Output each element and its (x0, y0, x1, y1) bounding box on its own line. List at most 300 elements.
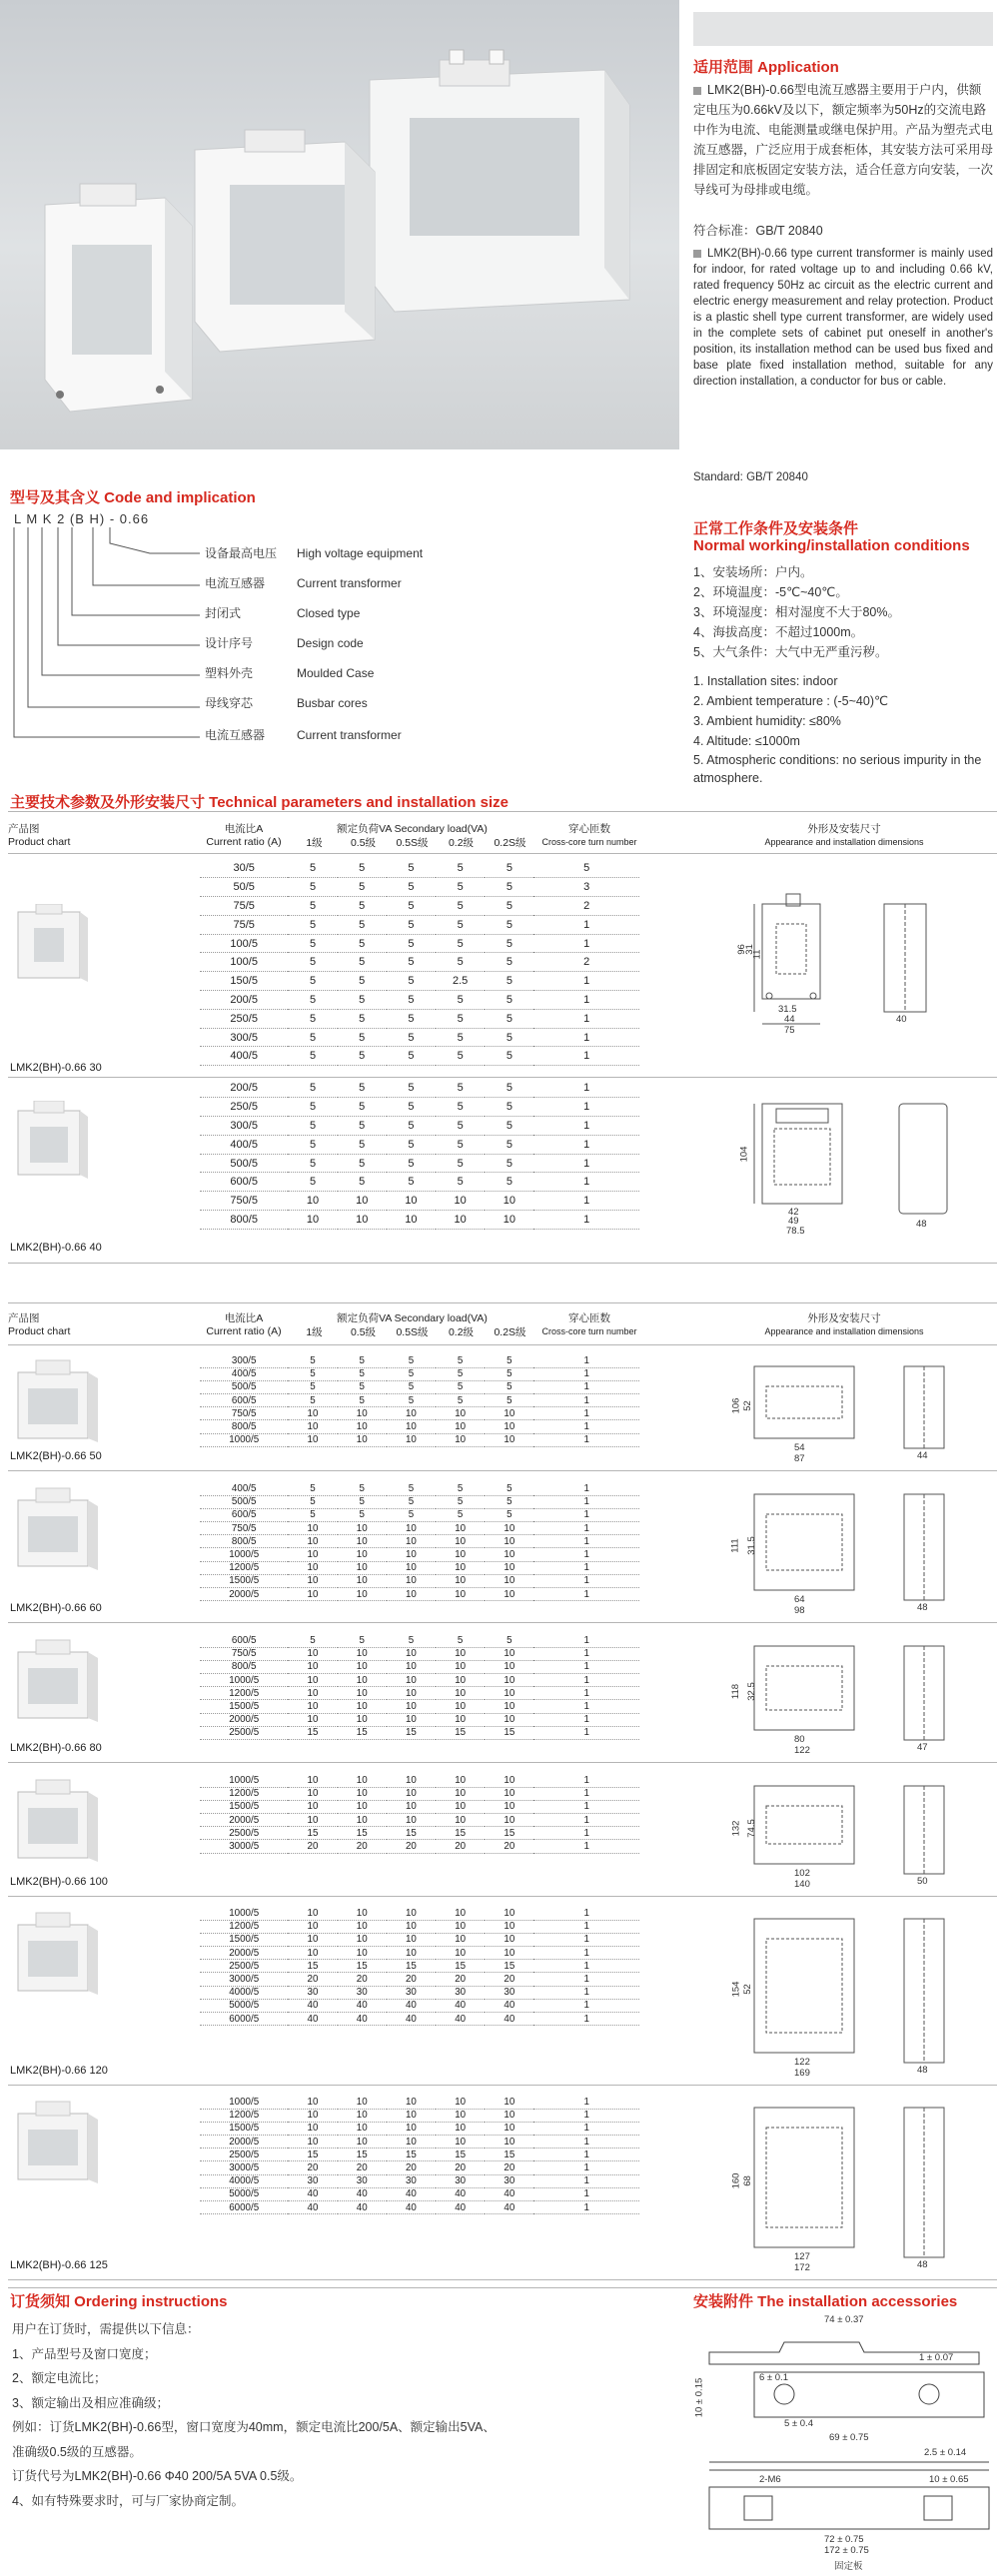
table-row (200, 1047, 639, 1066)
table-cell: 10 (436, 1420, 485, 1433)
table-cell: 1 (533, 1647, 639, 1660)
table-cell: 30 (288, 2174, 337, 2187)
table-cell: 10 (338, 1907, 387, 1920)
table-row (200, 1495, 639, 1508)
table-row (200, 1367, 639, 1380)
table-cell: 10 (288, 1947, 337, 1960)
table-cell: 10 (436, 2136, 485, 2148)
header-turns: 穿心匝数 Cross-core turn number (541, 823, 637, 847)
table-cell: 5 (485, 1394, 533, 1407)
table-cell: 5 (485, 972, 533, 991)
table-cell: 1 (533, 1907, 639, 1920)
table-cell: 10 (387, 1407, 436, 1420)
table-cell: 10 (436, 1433, 485, 1446)
model-name: LMK2(BH)-0.66 125 (10, 2259, 108, 2271)
table-cell: 5 (485, 1117, 533, 1136)
accessories-drawing: 74 ± 0.37 1 ± 0.07 10 ± 0.15 6 ± 0.1 5 ± 0.4 69 ± 0.75 2.5 ± 0.14 2-M6 10 ± 0.65 72 ± 0.75 172 ± 0.75 固定板 (689, 2312, 999, 2572)
table-cell: 10 (485, 1700, 533, 1713)
spec-table (200, 1634, 639, 1740)
application-en: LMK2(BH)-0.66 type current transformer is mainly used for indoor, for rated voltage up to and including 0.66 kV, rated frequency 50Hz ac circuit as the electric current and electric energy measurement and relay protection. Product is a plastic shell type current transformer, are widely used in the complete sets of cabinet put oneself in another's position, its installation method can be used bus fixed and base plate fixed installation method, suitable for any direction installation, a conductor for bus or cable. (693, 248, 993, 388)
table-row (200, 1827, 639, 1840)
table-cell: 1 (533, 1079, 639, 1098)
header-classes: 1级 0.5级 0.5S级 0.2级 0.2S级 (306, 1326, 526, 1338)
table-cell: 1 (533, 1561, 639, 1574)
product-image (12, 1778, 104, 1876)
table-cell: 20 (288, 2161, 337, 2174)
table-cell: 10 (288, 1574, 337, 1587)
dimension-drawing: 111 31.5 64 98 48 (714, 1482, 984, 1618)
table-cell: 15 (436, 1960, 485, 1973)
table-cell: 1 (533, 1135, 639, 1154)
list-item: 3. Ambient humidity: ≤80% (693, 714, 841, 728)
table-cell: 400/5 (200, 1482, 288, 1495)
table-cell: 500/5 (200, 1380, 288, 1393)
table-cell: 400/5 (200, 1047, 288, 1066)
table-cell: 5 (387, 1135, 436, 1154)
table-cell: 10 (485, 1774, 533, 1787)
table-cell: 10 (288, 1522, 337, 1535)
table-cell: 3 (533, 878, 639, 897)
table-cell: 40 (387, 2201, 436, 2214)
table-cell: 10 (436, 2109, 485, 2122)
table-cell: 5 (387, 1508, 436, 1521)
table-cell: 30 (387, 1986, 436, 1999)
table-row (200, 1588, 639, 1601)
table-cell: 10 (485, 1814, 533, 1827)
table-cell: 1500/5 (200, 2122, 288, 2135)
table-cell: 5 (485, 953, 533, 972)
ordering-line: 4、如有特殊要求时，可与厂家协商定制。 (12, 2493, 244, 2508)
table-cell: 10 (485, 1800, 533, 1813)
table-cell: 10 (387, 1674, 436, 1687)
table-cell: 5 (436, 1394, 485, 1407)
table-cell: 10 (485, 1647, 533, 1660)
table-cell: 10 (338, 1192, 387, 1211)
table-cell: 30 (387, 2174, 436, 2187)
table-cell: 1 (533, 1354, 639, 1367)
table-cell: 10 (436, 1647, 485, 1660)
table-cell: 1000/5 (200, 1774, 288, 1787)
table-cell: 2000/5 (200, 1588, 288, 1601)
table-row (200, 1482, 639, 1495)
table-cell: 1 (533, 1840, 639, 1853)
accessories-title: 安装附件 The installation accessories (693, 2293, 958, 2310)
table-cell: 5 (485, 1098, 533, 1117)
divider (8, 1622, 997, 1623)
table-cell: 600/5 (200, 1173, 288, 1192)
code-title: 型号及其含义 Code and implication (10, 489, 256, 506)
table-cell: 1 (533, 1433, 639, 1446)
table-cell: 10 (485, 1713, 533, 1726)
table-cell: 10 (338, 1548, 387, 1561)
table-cell: 15 (387, 1726, 436, 1739)
table-cell: 10 (485, 2096, 533, 2109)
table-cell: 5 (338, 1367, 387, 1380)
table-row (200, 1354, 639, 1367)
table-cell: 30 (436, 1986, 485, 1999)
table-cell: 1000/5 (200, 2096, 288, 2109)
table-cell: 1200/5 (200, 1787, 288, 1800)
table-cell: 40 (338, 2013, 387, 2026)
table-row (200, 1009, 639, 1028)
table-cell: 30 (338, 2174, 387, 2187)
table-cell: 1 (533, 1367, 639, 1380)
table-row (200, 1800, 639, 1813)
table-cell: 10 (338, 2109, 387, 2122)
table-cell: 15 (288, 1960, 337, 1973)
table-cell: 5 (288, 1117, 337, 1136)
list-item: 5. Atmospheric conditions: no serious impurity in the atmosphere. (693, 753, 982, 785)
table-cell: 15 (436, 1827, 485, 1840)
table-cell: 1 (533, 1117, 639, 1136)
table-cell: 5 (436, 1135, 485, 1154)
table-cell: 10 (485, 1192, 533, 1211)
table-cell: 5 (387, 1047, 436, 1066)
table-cell: 5 (387, 878, 436, 897)
table-row (200, 1154, 639, 1173)
table-cell: 20 (485, 1840, 533, 1853)
table-cell: 200/5 (200, 1079, 288, 1098)
table-cell: 5 (338, 1079, 387, 1098)
table-cell: 2000/5 (200, 1713, 288, 1726)
table-cell: 5 (485, 934, 533, 953)
code-tree-lines (0, 523, 200, 763)
table-cell: 5 (436, 934, 485, 953)
list-item: 4. Altitude: ≤1000m (693, 734, 800, 748)
table-cell: 5 (485, 1508, 533, 1521)
application-cn-standard: 符合标准：GB/T 20840 (693, 224, 823, 238)
table-cell: 1 (533, 1933, 639, 1946)
table-cell: 2000/5 (200, 2136, 288, 2148)
table-cell: 3000/5 (200, 1840, 288, 1853)
table-cell: 5 (288, 1495, 337, 1508)
table-row (200, 1407, 639, 1420)
table-cell: 100/5 (200, 953, 288, 972)
table-cell: 5 (436, 1173, 485, 1192)
table-cell: 2 (533, 953, 639, 972)
table-cell: 10 (485, 1933, 533, 1946)
table-cell: 10 (436, 1548, 485, 1561)
table-cell: 5 (387, 915, 436, 934)
table-cell: 400/5 (200, 1135, 288, 1154)
divider (8, 2085, 997, 2086)
table-row (200, 1098, 639, 1117)
table-cell: 1 (533, 934, 639, 953)
table-row (200, 1634, 639, 1647)
table-cell: 2500/5 (200, 1960, 288, 1973)
table-cell: 10 (436, 1535, 485, 1548)
table-cell: 5 (288, 1634, 337, 1647)
table-cell: 1500/5 (200, 1574, 288, 1587)
table-cell: 1200/5 (200, 1561, 288, 1574)
table-cell: 10 (387, 1192, 436, 1211)
table-cell: 250/5 (200, 1098, 288, 1117)
bullet-icon (693, 250, 701, 258)
table-row (200, 1960, 639, 1973)
table-row (200, 1535, 639, 1548)
model-name: LMK2(BH)-0.66 100 (10, 1876, 108, 1888)
table-cell: 5 (288, 1394, 337, 1407)
ordering-line: 例如：订货LMK2(BH)-0.66型，窗口宽度为40mm，额定电流比200/5A、额定输出5VA、 (12, 2420, 496, 2434)
table-cell: 5 (338, 972, 387, 991)
header-ratio: 电流比A Current ratio (A) (206, 1312, 282, 1337)
table-cell: 75/5 (200, 897, 288, 916)
table-cell: 10 (387, 1787, 436, 1800)
table-cell: 10 (387, 2096, 436, 2109)
table-cell: 5 (485, 1495, 533, 1508)
table-cell: 10 (338, 2136, 387, 2148)
table-cell: 5 (485, 1079, 533, 1098)
table-cell: 1 (533, 1407, 639, 1420)
table-cell: 5 (485, 1380, 533, 1393)
table-cell: 2500/5 (200, 2148, 288, 2161)
table-cell: 10 (387, 2136, 436, 2148)
table-row (200, 1420, 639, 1433)
table-cell: 20 (338, 2161, 387, 2174)
table-cell: 5 (436, 878, 485, 897)
table-cell: 15 (387, 1960, 436, 1973)
table-cell: 1 (533, 1674, 639, 1687)
table-cell: 5 (288, 972, 337, 991)
product-image-40 (12, 1101, 92, 1181)
table-cell: 200/5 (200, 991, 288, 1010)
table-cell: 1 (533, 1999, 639, 2012)
table-cell: 40 (387, 1999, 436, 2012)
table-cell: 1 (533, 2109, 639, 2122)
table-cell: 5 (387, 991, 436, 1010)
table-row (200, 953, 639, 972)
table-cell: 10 (387, 1561, 436, 1574)
table-cell: 10 (485, 1687, 533, 1700)
divider (8, 811, 997, 812)
table-row (200, 991, 639, 1010)
table-cell: 5 (387, 1367, 436, 1380)
table-cell: 40 (288, 1999, 337, 2012)
ordering-line: 准确级0.5级的互感器。 (12, 2444, 142, 2459)
table-cell: 5 (338, 1482, 387, 1495)
table-cell: 10 (288, 2136, 337, 2148)
table-cell: 40 (436, 2013, 485, 2026)
table-row (200, 2148, 639, 2161)
table-cell: 10 (288, 1647, 337, 1660)
table-cell: 300/5 (200, 1354, 288, 1367)
table-cell: 50/5 (200, 878, 288, 897)
table-cell: 10 (387, 1947, 436, 1960)
table-cell: 20 (436, 1973, 485, 1986)
table-cell: 10 (436, 1522, 485, 1535)
table-cell: 10 (288, 2122, 337, 2135)
code-item: 设备最高电压 High voltage equipment (205, 546, 424, 560)
table-cell: 10 (338, 1814, 387, 1827)
table-cell: 20 (338, 1840, 387, 1853)
table-cell: 1 (533, 2201, 639, 2214)
table-row (200, 1433, 639, 1446)
table-cell: 500/5 (200, 1154, 288, 1173)
table-cell: 5 (288, 1028, 337, 1047)
table-cell: 15 (387, 2148, 436, 2161)
table-cell: 40 (436, 2187, 485, 2200)
table-cell: 10 (485, 1947, 533, 1960)
table-cell: 1 (533, 1098, 639, 1117)
table-cell: 5 (436, 1028, 485, 1047)
divider (8, 853, 997, 854)
table-cell: 10 (288, 1674, 337, 1687)
table-cell: 600/5 (200, 1634, 288, 1647)
list-item: 4、海拔高度：不超过1000m。 (693, 625, 864, 639)
table-cell: 10 (288, 1933, 337, 1946)
table-row (200, 1787, 639, 1800)
table-row (200, 1211, 639, 1230)
table-cell: 10 (387, 1713, 436, 1726)
table-row (200, 859, 639, 878)
table-cell: 20 (436, 1840, 485, 1853)
table-cell: 10 (288, 1407, 337, 1420)
table-cell: 10 (436, 1787, 485, 1800)
divider (8, 1077, 997, 1078)
table-cell: 75/5 (200, 915, 288, 934)
table-cell: 5 (387, 1079, 436, 1098)
header-load: 额定负荷VA Secondary load(VA) (337, 823, 488, 835)
table-cell: 1 (533, 1634, 639, 1647)
table-cell: 2500/5 (200, 1827, 288, 1840)
conditions-en-list (693, 671, 993, 787)
table-cell: 1 (533, 1726, 639, 1739)
table-cell: 5 (485, 1367, 533, 1380)
table-cell: 15 (338, 1827, 387, 1840)
table-cell: 40 (338, 2201, 387, 2214)
table-row (200, 1933, 639, 1946)
table-cell: 4000/5 (200, 2174, 288, 2187)
table-cell: 10 (288, 1420, 337, 1433)
table-cell: 1 (533, 1154, 639, 1173)
table-cell: 1 (533, 1420, 639, 1433)
code-item: 电流互感器 Current transformer (205, 728, 402, 742)
table-cell: 15 (485, 2148, 533, 2161)
table-cell: 1 (533, 2122, 639, 2135)
table-cell: 800/5 (200, 1660, 288, 1673)
table-row (200, 1814, 639, 1827)
table-cell: 5 (387, 859, 436, 878)
table-cell: 10 (436, 1660, 485, 1673)
table-cell: 20 (387, 1973, 436, 1986)
table-cell: 40 (288, 2187, 337, 2200)
table-cell: 10 (436, 1211, 485, 1230)
table-cell: 1000/5 (200, 1674, 288, 1687)
table-cell: 5 (485, 1009, 533, 1028)
table-cell: 10 (338, 2122, 387, 2135)
table-cell: 5 (288, 915, 337, 934)
table-cell: 10 (338, 1713, 387, 1726)
table-cell: 10 (436, 1947, 485, 1960)
model-name: LMK2(BH)-0.66 40 (10, 1242, 102, 1254)
table-cell: 1 (533, 2148, 639, 2161)
table-cell: 5 (387, 1482, 436, 1495)
table-cell: 15 (338, 2148, 387, 2161)
table-row (200, 1079, 639, 1098)
list-item: 5、大气条件：大气中无严重污秽。 (693, 645, 888, 659)
table-cell: 10 (288, 1920, 337, 1933)
spec-table (200, 1774, 639, 1854)
table-cell: 1 (533, 1960, 639, 1973)
table-cell: 10 (387, 2122, 436, 2135)
table-cell: 10 (338, 1561, 387, 1574)
table-cell: 10 (485, 1787, 533, 1800)
table-cell: 5 (288, 859, 337, 878)
large-transformer-image (370, 50, 629, 312)
table-cell: 5 (338, 1047, 387, 1066)
table-cell: 5 (436, 1508, 485, 1521)
divider (8, 1762, 997, 1763)
table-cell: 30/5 (200, 859, 288, 878)
table-cell: 10 (485, 1574, 533, 1587)
table-cell: 5 (436, 1098, 485, 1117)
table-row (200, 2136, 639, 2148)
code-item: 塑料外壳 Moulded Case (205, 666, 375, 680)
table-cell: 30 (288, 1986, 337, 1999)
table-cell: 10 (288, 1535, 337, 1548)
table-cell: 5 (387, 1173, 436, 1192)
table-cell: 1000/5 (200, 1907, 288, 1920)
table-cell: 10 (387, 1687, 436, 1700)
table-cell: 1 (533, 1482, 639, 1495)
header-dims: 外形及安装尺寸 Appearance and installation dimensions (764, 823, 924, 847)
table-cell: 10 (338, 1774, 387, 1787)
table-row (200, 1973, 639, 1986)
table-cell: 30 (338, 1986, 387, 1999)
table-cell: 15 (338, 1726, 387, 1739)
table-cell: 5 (338, 1634, 387, 1647)
table-cell: 1200/5 (200, 2109, 288, 2122)
table-cell: 10 (387, 1420, 436, 1433)
bullet-icon (693, 87, 701, 95)
table-cell: 1 (533, 1774, 639, 1787)
table-cell: 10 (485, 2136, 533, 2148)
product-image (12, 1911, 104, 2021)
table-cell: 15 (485, 1827, 533, 1840)
table-cell: 10 (338, 1947, 387, 1960)
table-cell: 1 (533, 1508, 639, 1521)
table-cell: 40 (387, 2013, 436, 2026)
table-cell: 5 (436, 1380, 485, 1393)
table-cell: 5 (288, 897, 337, 916)
table-row (200, 1700, 639, 1713)
table-cell: 5 (436, 1495, 485, 1508)
table-cell: 1 (533, 1713, 639, 1726)
table-cell: 10 (338, 1687, 387, 1700)
table-cell: 5 (387, 934, 436, 953)
table-cell: 40 (288, 2201, 337, 2214)
table-cell: 300/5 (200, 1117, 288, 1136)
table-cell: 10 (436, 1814, 485, 1827)
table-row (200, 1907, 639, 1920)
table-cell: 10 (288, 1211, 337, 1230)
medium-transformer-image (195, 130, 375, 352)
table-row (200, 1548, 639, 1561)
table-cell: 600/5 (200, 1508, 288, 1521)
table-cell: 10 (485, 1548, 533, 1561)
table-cell: 5 (288, 1508, 337, 1521)
table-cell: 1 (533, 915, 639, 934)
table-cell: 5 (436, 991, 485, 1010)
table-row (200, 2161, 639, 2174)
table-cell: 10 (485, 1211, 533, 1230)
model-name: LMK2(BH)-0.66 30 (10, 1062, 102, 1074)
table-cell: 10 (288, 1907, 337, 1920)
table-cell: 1 (533, 1009, 639, 1028)
application-en-standard: Standard: GB/T 20840 (693, 471, 808, 483)
divider (8, 2287, 997, 2288)
table-cell: 10 (485, 1561, 533, 1574)
